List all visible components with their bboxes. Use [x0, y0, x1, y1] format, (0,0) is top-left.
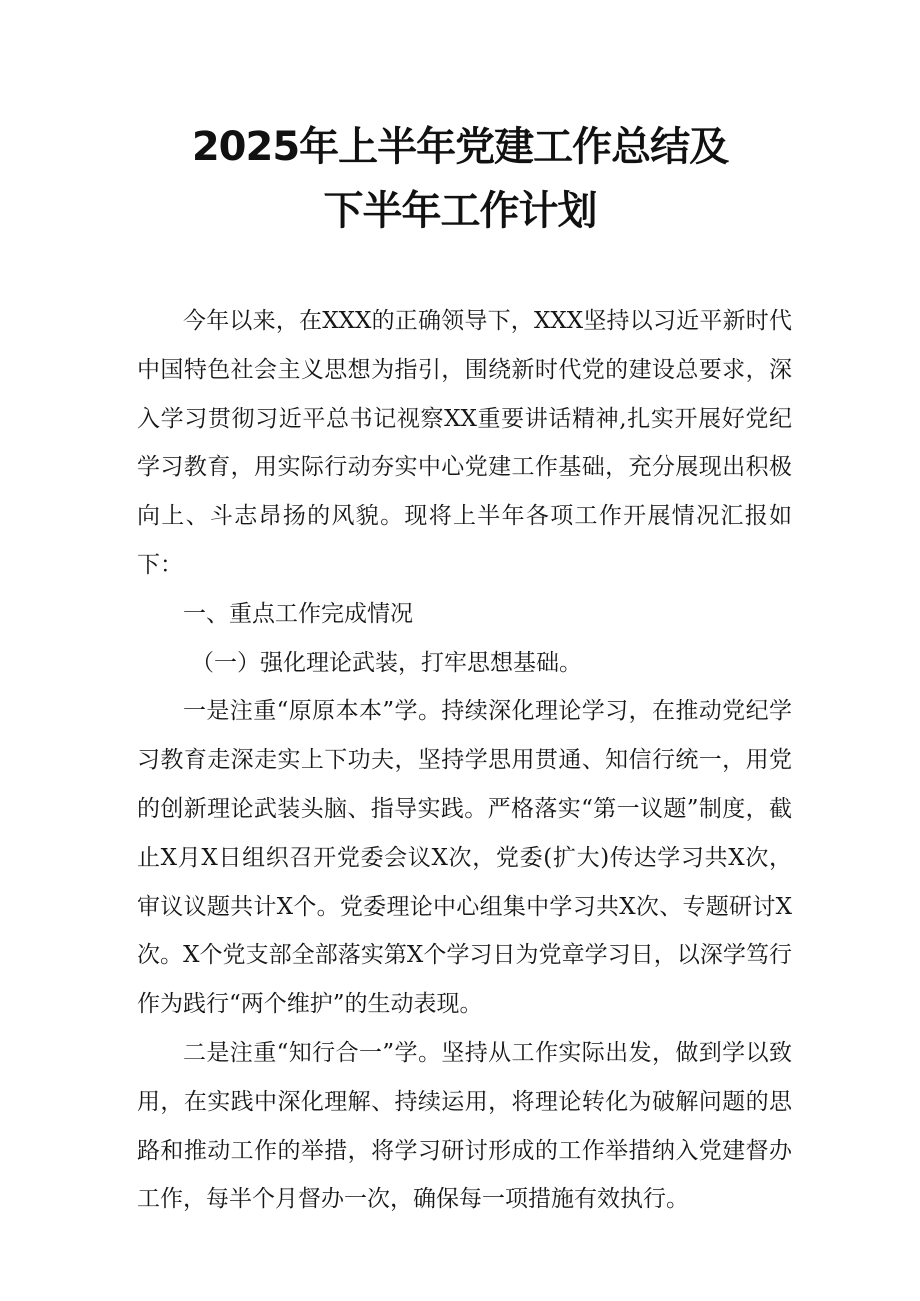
intro-paragraph: 今年以来，在XXX的正确领导下，XXX坚持以习近平新时代中国特色社会主义思想为指引，围绕新时代党的建设总要求，深入学习贯彻习近平总书记视察XX重要讲话精神,扎实开展好党纪学习教育，用实际行动夯实中心党建工作基础，充分展现出积极向上、斗志昂扬的风貌。现将上半年各项工作开展情况汇报如下： — [137, 308, 792, 578]
paragraph-study-practice: 二是注重“知行合一”学。坚持从工作实际出发，做到学以致用，在实践中深化理解、持续运用，将理论转化为破解问题的思路和推动工作的举措，将学习研讨形成的工作举措纳入党建督办工作，每半个月督办一次，确保每一项措施有效执行。 — [137, 1039, 792, 1213]
document-title-line-2: 下半年工作计划 — [323, 188, 597, 234]
section-heading-key-work: 一、重点工作完成情况 — [183, 600, 413, 627]
document-body — [137, 297, 792, 1224]
document-title-line-1: 2025年上半年党建工作总结及 — [191, 124, 729, 170]
paragraph-study-original: 一是注重“原原本本”学。持续深化理论学习，在推动党纪学习教育走深走实上下功夫，坚持学思用贯通、知信行统一，用党的创新理论武装头脑、指导实践。严格落实“第一议题”制度，截止X月X日组织召开党委会议X次，党委(扩大)传达学习共X次，审议议题共计X个。党委理论中心组集中学习共X次、专题研讨X次。X个党支部全部落实第X个学习日为党章学习日，以深学笃行作为践行“两个维护”的生动表现。 — [137, 698, 792, 1018]
subsection-heading-theory: （一）强化理论武装，打牢思想基础。 — [191, 649, 582, 676]
